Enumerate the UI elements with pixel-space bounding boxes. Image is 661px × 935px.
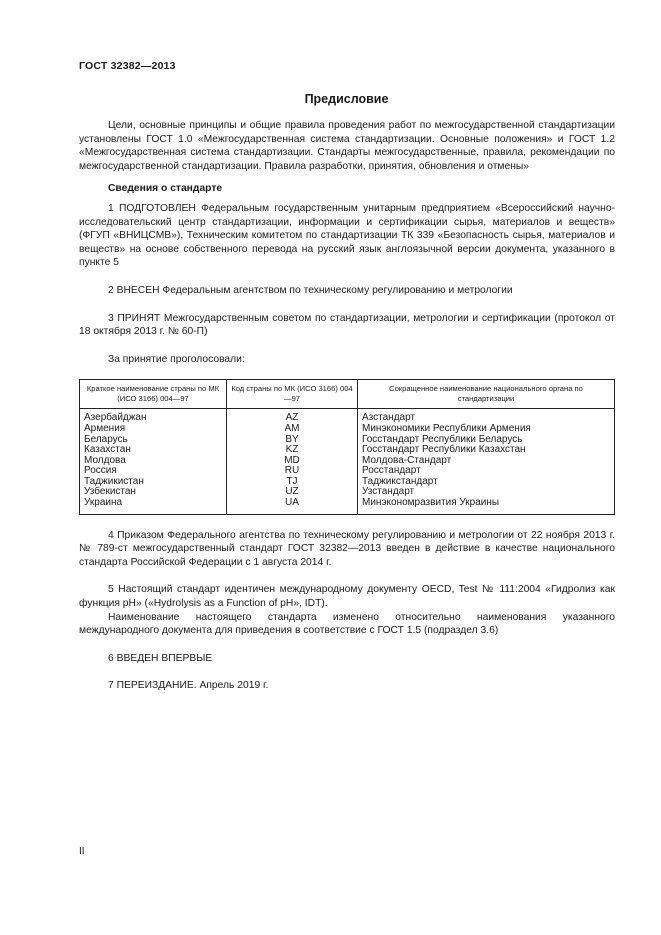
item-5-identical: 5 Настоящий стандарт идентичен международному документу OECD, Test № 111:2004 «Гидролиз как функция рН» («Hydrolysis as a Function of pH», IDT). <box>79 584 615 610</box>
standards-body-column <box>358 409 615 514</box>
item-6-first-introduced: 6 ВВЕДЕН ВПЕРВЫЕ <box>108 652 213 664</box>
standards-body: Азстандарт <box>362 412 416 424</box>
country-name: Узбекистан <box>84 486 136 498</box>
country-code: AM <box>284 422 300 434</box>
country-code: KZ <box>285 444 299 456</box>
country-code: BY <box>285 433 299 445</box>
country-name: Россия <box>84 465 117 477</box>
voted-label: За принятие проголосовали: <box>108 353 245 365</box>
table-header-body: Сокращенное наименование национального органа по стандартизации <box>358 380 615 409</box>
standards-body: Госстандарт Республики Казахстан <box>362 444 526 456</box>
country-name: Молдова <box>84 454 126 466</box>
country-name: Таджикистан <box>84 475 144 487</box>
country-name: Казахстан <box>84 444 131 456</box>
item-4-order: 4 Приказом Федерального агентства по техническому регулированию и метрологии от 22 ноября 2013 г. № 789-ст межгосударственный стандарт ГОСТ 32382—2013 введен в действие в качестве национального стандарта Российской Федерации с 1 августа 2014 г. <box>79 529 615 568</box>
country-code: UA <box>285 497 299 509</box>
standards-body: Госстандарт Республики Беларусь <box>362 433 523 445</box>
item-1-prepared: 1 ПОДГОТОВЛЕН Федеральным государственным унитарным предприятием «Всероссийский научно-исследовательский центр стандартизации, информации и сертификации сырья, материалов и веществ» (ФГУП «ВНИЦСМВ»), Техническим комитетом по стандартизации ТК 339 «Безопасность сырья, материалов и веществ» на основе собственного перевода на русский язык англоязычной версии документа, указанного в пункте 5 <box>79 202 615 269</box>
country-code: AZ <box>285 412 299 424</box>
country-column <box>80 409 227 514</box>
intro-paragraph: Цели, основные принципы и общие правила проведения работ по межгосударственной стандартизации установлены ГОСТ 1.0 «Межгосударственная система стандартизации. Основные положения» и ГОСТ 1.2 «Межгосударственная система стандартизации. Стандарты межгосударственные, правила, рекомендации по межгосударственной стандартизации. Правила разработки, принятия, обновления и отмены» <box>79 120 615 172</box>
country-name: Украина <box>84 497 123 509</box>
standards-body: Узстандарт <box>362 486 415 498</box>
table-header-country: Краткое наименование страны по МК (ИСО 3166) 004—97 <box>80 380 227 409</box>
standards-body: Молдова-Стандарт <box>362 454 452 466</box>
country-code: RU <box>284 465 300 477</box>
foreword-body <box>79 119 615 693</box>
item-5-note: Наименование настоящего стандарта изменено относительно наименования указанного международного документа для приведения в соответствие с ГОСТ 1.5 (подраздел 3.6) <box>79 611 615 637</box>
item-7-reissue: 7 ПЕРЕИЗДАНИЕ. Апрель 2019 г. <box>108 680 269 692</box>
country-name: Беларусь <box>84 433 128 445</box>
item-3-adopted: 3 ПРИНЯТ Межгосударственным советом по стандартизации, метрологии и сертификации (протокол от 18 октября 2013 г. № 60-П) <box>79 312 615 338</box>
info-heading: Сведения о стандарте <box>108 183 223 195</box>
item-2-introduced: 2 ВНЕСЕН Федеральным агентством по техническому регулированию и метрологии <box>108 284 513 296</box>
country-code: MD <box>284 454 300 466</box>
table-header-code: Код страны по МК (ИСО 3166) 004—97 <box>227 380 358 409</box>
standards-body: Минэкономики Республики Армения <box>362 422 531 434</box>
standard-code: ГОСТ 32382—2013 <box>79 60 176 72</box>
country-code: UZ <box>285 486 299 498</box>
standards-body: Таджикстандарт <box>362 475 438 487</box>
page-title: Предисловие <box>304 92 389 106</box>
page-number: II <box>79 846 85 857</box>
country-name: Азербайджан <box>84 412 147 424</box>
table-header-row <box>80 380 615 409</box>
standards-body: Росстандарт <box>362 465 421 477</box>
voting-table <box>79 379 615 514</box>
standards-body: Минэкономразвития Украины <box>362 497 500 509</box>
code-column <box>227 409 358 514</box>
country-name: Армения <box>84 422 126 434</box>
table-row <box>80 409 615 514</box>
country-code: TJ <box>286 475 298 487</box>
